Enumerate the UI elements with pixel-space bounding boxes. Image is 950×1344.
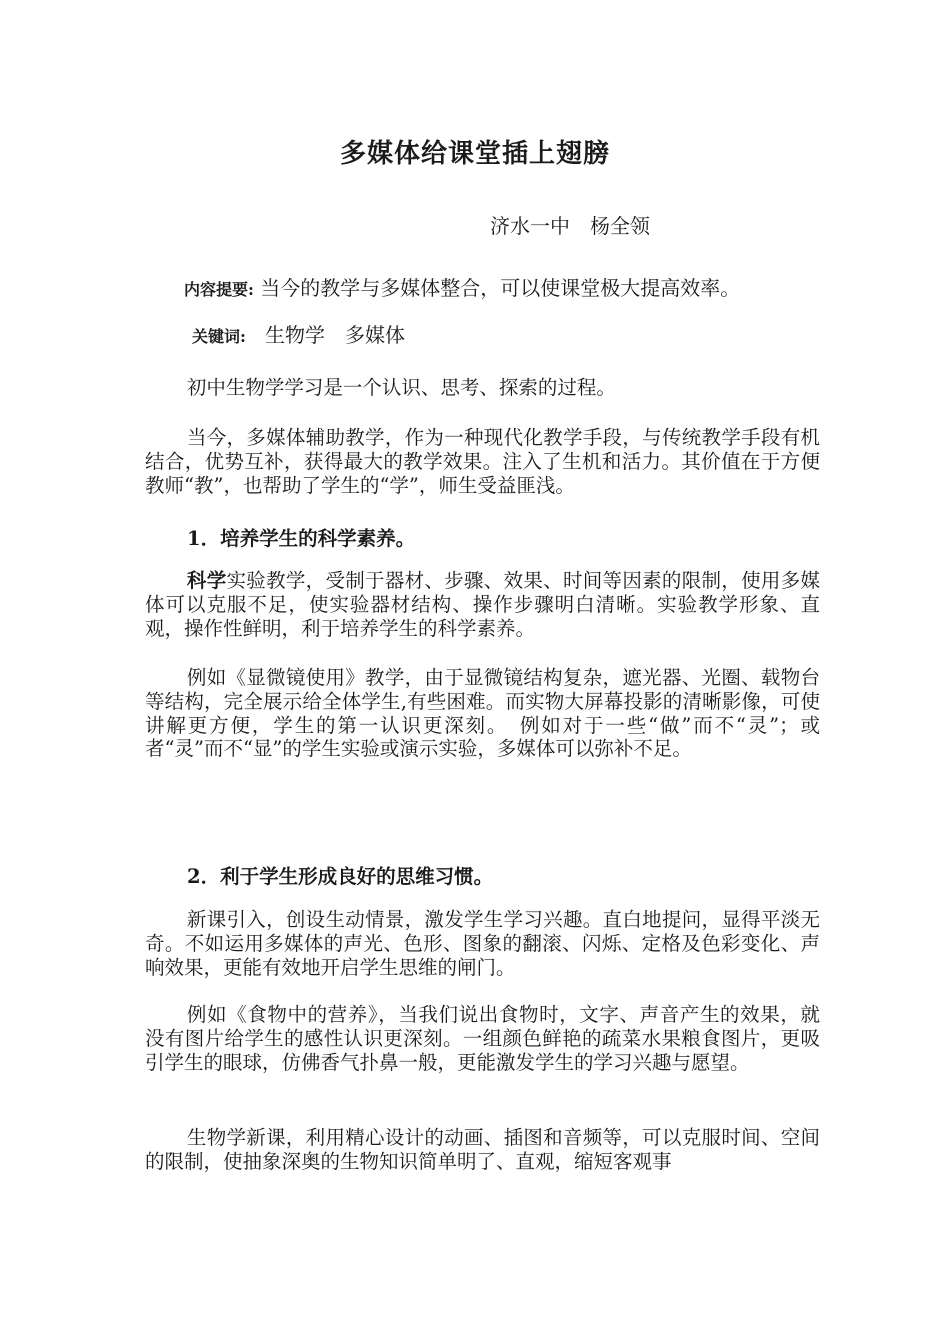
section-1-heading: 1．培养学生的科学素养。 (187, 527, 416, 550)
paragraph-2-text: 实验教学，受制于器材、步骤、效果、时间等因素的限制，使用多媒体可以克服不足，使实验器材结构、操作步骤明白清晰。实验教学形象、直观，操作性鲜明，利于培养学生的科学素养。 (145, 569, 820, 640)
paragraph-2-lead: 科学 (186, 569, 227, 592)
keywords-line (192, 319, 405, 348)
paragraph-3: 例如《显微镜使用》教学，由于显微镜结构复杂，遮光器、光圈、载物台等结构，完全展示给全体学生,有些困难。而实物大屏幕投影的清晰影像，可使讲解更方便，学生的第一认识更深刻。 例如对于一些“做”而不“灵”；或者“灵”而不“显”的学生实验或演示实验，多媒体可以弥补不足。 (145, 666, 820, 761)
keywords-label: 关键词: (192, 327, 246, 346)
document-title: 多媒体给课堂插上翅膀 (339, 139, 610, 169)
intro-paragraph: 初中生物学学习是一个认识、思考、探索的过程。 (186, 376, 616, 399)
paragraph-5: 例如《食物中的营养》，当我们说出食物时，文字、声音产生的效果，就没有图片给学生的感性认识更深刻。一组颜色鲜艳的疏菜水果粮食图片，更吸引学生的眼球，仿佛香气扑鼻一般，更能激发学生的学习兴趣与愿望。 (145, 1003, 820, 1074)
section-2-heading: 2．利于学生形成良好的思维习惯。 (187, 865, 494, 888)
paragraph-6: 生物学新课，利用精心设计的动画、插图和音频等，可以克服时间、空间的限制，使抽象深奥的生物知识简单明了、直观，缩短客观事 (145, 1126, 820, 1173)
summary-label: 内容提要: (184, 280, 254, 299)
summary-text: 当今的教学与多媒体整合，可以使课堂极大提高效率。 (253, 276, 741, 300)
paragraph-1: 当今，多媒体辅助教学，作为一种现代化教学手段，与传统教学手段有机结合，优势互补，获得最大的教学效果。注入了生机和活力。其价值在于方便教师“教”，也帮助了学生的“学”，师生受益匪浅。 (145, 426, 820, 497)
paragraph-2 (145, 569, 820, 640)
author-line: 济水一中 杨全领 (490, 214, 650, 238)
keywords-text: 生物学 多媒体 (245, 323, 405, 347)
summary-line (184, 272, 740, 301)
paragraph-4: 新课引入，创设生动情景，激发学生学习兴趣。直白地提问，显得平淡无奇。不如运用多媒体的声光、色形、图象的翻滚、闪烁、定格及色彩变化、声响效果，更能有效地开启学生思维的闸门。 (145, 908, 820, 979)
